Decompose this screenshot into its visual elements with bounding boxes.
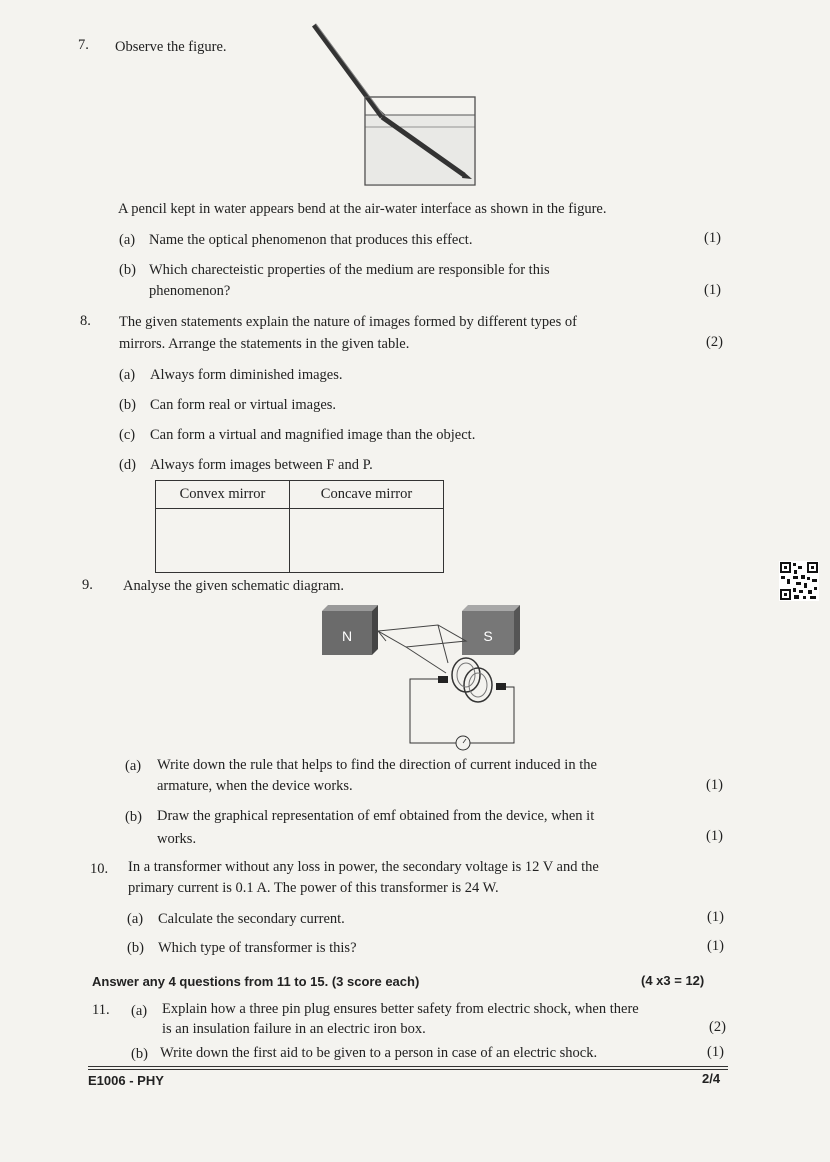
q8-item-a-label: (a) — [119, 367, 136, 383]
q8-number: 8. — [80, 313, 91, 329]
footer-rule-2 — [88, 1069, 728, 1070]
q8-item-a-text: Always form diminished images. — [150, 367, 343, 383]
q10b-text: Which type of transformer is this? — [158, 940, 357, 956]
q7a-text: Name the optical phenomenon that produces this effect. — [149, 232, 473, 248]
table-header-convex: Convex mirror — [156, 481, 290, 509]
q8-item-b-text: Can form real or virtual images. — [150, 397, 337, 413]
q9a-mark: (1) — [706, 777, 723, 793]
magnet-s-label: S — [483, 628, 493, 644]
q7b-label: (b) — [119, 262, 136, 278]
q7b-line1: Which charecteistic properties of the medium are responsible for this — [149, 262, 550, 278]
q9b-mark: (1) — [706, 828, 723, 844]
q7b-mark: (1) — [704, 282, 721, 298]
q9a-line1: Write down the rule that helps to find the direction of current induced in the — [157, 757, 597, 773]
table-cell-convex — [156, 509, 290, 573]
q11a-line2: is an insulation failure in an electric iron box. — [162, 1021, 426, 1037]
q9-number: 9. — [82, 577, 93, 593]
footer-code: E1006 - PHY — [88, 1073, 164, 1088]
q7a-mark: (1) — [704, 230, 721, 246]
q10a-mark: (1) — [707, 909, 724, 925]
q10b-mark: (1) — [707, 938, 724, 954]
q11-number: 11. — [92, 1002, 110, 1018]
qr-code-icon — [779, 561, 819, 601]
q10b-label: (b) — [127, 940, 144, 956]
q9-prompt: Analyse the given schematic diagram. — [123, 578, 345, 594]
q8-item-c-label: (c) — [119, 427, 136, 443]
q10-line1: In a transformer without any loss in power, the secondary voltage is 12 V and the — [128, 859, 599, 875]
q9a-label: (a) — [125, 758, 142, 774]
q7b-line2: phenomenon? — [149, 283, 231, 299]
q10-line2: primary current is 0.1 A. The power of this transformer is 24 W. — [128, 880, 499, 896]
q11a-label: (a) — [131, 1003, 148, 1019]
q10a-label: (a) — [127, 911, 144, 927]
q11a-line1: Explain how a three pin plug ensures better safety from electric shock, when there — [162, 1001, 639, 1017]
q10a-text: Calculate the secondary current. — [158, 911, 345, 927]
q11b-text: Write down the first aid to be given to a person in case of an electric shock. — [160, 1045, 598, 1061]
q9b-line2: works. — [157, 831, 197, 847]
footer-page-number: 2/4 — [702, 1071, 721, 1086]
pencil-in-water-figure — [300, 15, 490, 195]
mirror-table — [155, 480, 444, 573]
q9b-label: (b) — [125, 809, 142, 825]
q7-statement: A pencil kept in water appears bend at the air-water interface as shown in the figure. — [118, 201, 607, 217]
section-score: (4 x3 = 12) — [641, 973, 705, 988]
q8-line1: The given statements explain the nature of images formed by different types of — [119, 314, 577, 330]
q9b-line1: Draw the graphical representation of emf obtained from the device, when it — [157, 808, 595, 824]
q7-number: 7. — [78, 37, 89, 53]
q7-prompt: Observe the figure. — [115, 39, 227, 55]
q8-item-b-label: (b) — [119, 397, 136, 413]
q11a-mark: (2) — [709, 1019, 726, 1035]
q8-line2: mirrors. Arrange the statements in the given table. — [119, 336, 410, 352]
q11b-mark: (1) — [707, 1044, 724, 1060]
q8-mark: (2) — [706, 334, 723, 350]
q8-item-c-text: Can form a virtual and magnified image than the object. — [150, 427, 476, 443]
q11b-label: (b) — [131, 1046, 148, 1062]
magnet-n-label: N — [341, 628, 353, 644]
footer-rule — [88, 1066, 728, 1067]
q8-item-d-text: Always form images between F and P. — [150, 457, 373, 473]
q9a-line2: armature, when the device works. — [157, 778, 353, 794]
q10-number: 10. — [90, 861, 109, 877]
q7a-label: (a) — [119, 232, 136, 248]
table-cell-concave — [290, 509, 444, 573]
table-header-concave: Concave mirror — [290, 481, 444, 509]
section-instruction: Answer any 4 questions from 11 to 15. (3 score each) — [92, 974, 420, 989]
q8-item-d-label: (d) — [119, 457, 136, 473]
generator-diagram — [318, 603, 530, 753]
